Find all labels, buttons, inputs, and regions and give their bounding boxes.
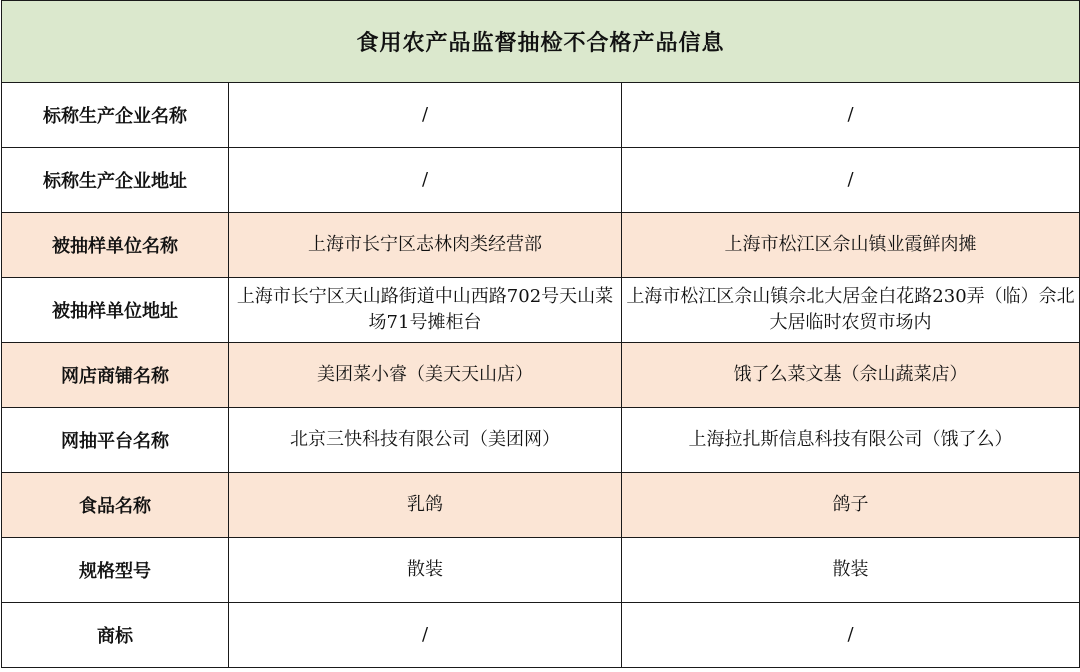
- row-value-2: 散装: [622, 538, 1080, 603]
- row-label: 规格型号: [2, 538, 229, 603]
- row-label: 网店商铺名称: [2, 343, 229, 408]
- row-value-1: 上海市长宁区天山路街道中山西路702号天山菜场71号摊柜台: [229, 278, 622, 343]
- table-row: [2, 213, 1080, 278]
- row-value-1: /: [229, 83, 622, 148]
- row-value-2: /: [622, 83, 1080, 148]
- row-value-2: 鸽子: [622, 473, 1080, 538]
- table-row: [2, 83, 1080, 148]
- row-value-1: 散装: [229, 538, 622, 603]
- row-value-2: /: [622, 148, 1080, 213]
- row-value-1: 北京三快科技有限公司（美团网）: [229, 408, 622, 473]
- table-row: [2, 408, 1080, 473]
- row-label: 标称生产企业地址: [2, 148, 229, 213]
- row-value-1: 上海市长宁区志林肉类经营部: [229, 213, 622, 278]
- row-value-1: /: [229, 148, 622, 213]
- row-value-2: /: [622, 603, 1080, 668]
- row-label: 网抽平台名称: [2, 408, 229, 473]
- row-label: 被抽样单位名称: [2, 213, 229, 278]
- table-row: [2, 603, 1080, 668]
- table-row: [2, 473, 1080, 538]
- row-value-1: 美团菜小睿（美天天山店）: [229, 343, 622, 408]
- table-row: [2, 538, 1080, 603]
- row-value-1: /: [229, 603, 622, 668]
- row-label: 商标: [2, 603, 229, 668]
- row-label: 被抽样单位地址: [2, 278, 229, 343]
- row-value-2: 上海市松江区佘山镇佘北大居金白花路230弄（临）佘北大居临时农贸市场内: [622, 278, 1080, 343]
- row-label: 食品名称: [2, 473, 229, 538]
- table-title: 食用农产品监督抽检不合格产品信息: [2, 1, 1080, 83]
- row-value-2: 上海市松江区佘山镇业霞鲜肉摊: [622, 213, 1080, 278]
- table-row: [2, 278, 1080, 343]
- row-value-2: 上海拉扎斯信息科技有限公司（饿了么）: [622, 408, 1080, 473]
- table-row: [2, 148, 1080, 213]
- row-value-2: 饿了么菜文基（佘山蔬菜店）: [622, 343, 1080, 408]
- table-row: [2, 343, 1080, 408]
- row-value-1: 乳鸽: [229, 473, 622, 538]
- row-label: 标称生产企业名称: [2, 83, 229, 148]
- inspection-info-table: [1, 0, 1080, 668]
- table-title-row: [2, 1, 1080, 83]
